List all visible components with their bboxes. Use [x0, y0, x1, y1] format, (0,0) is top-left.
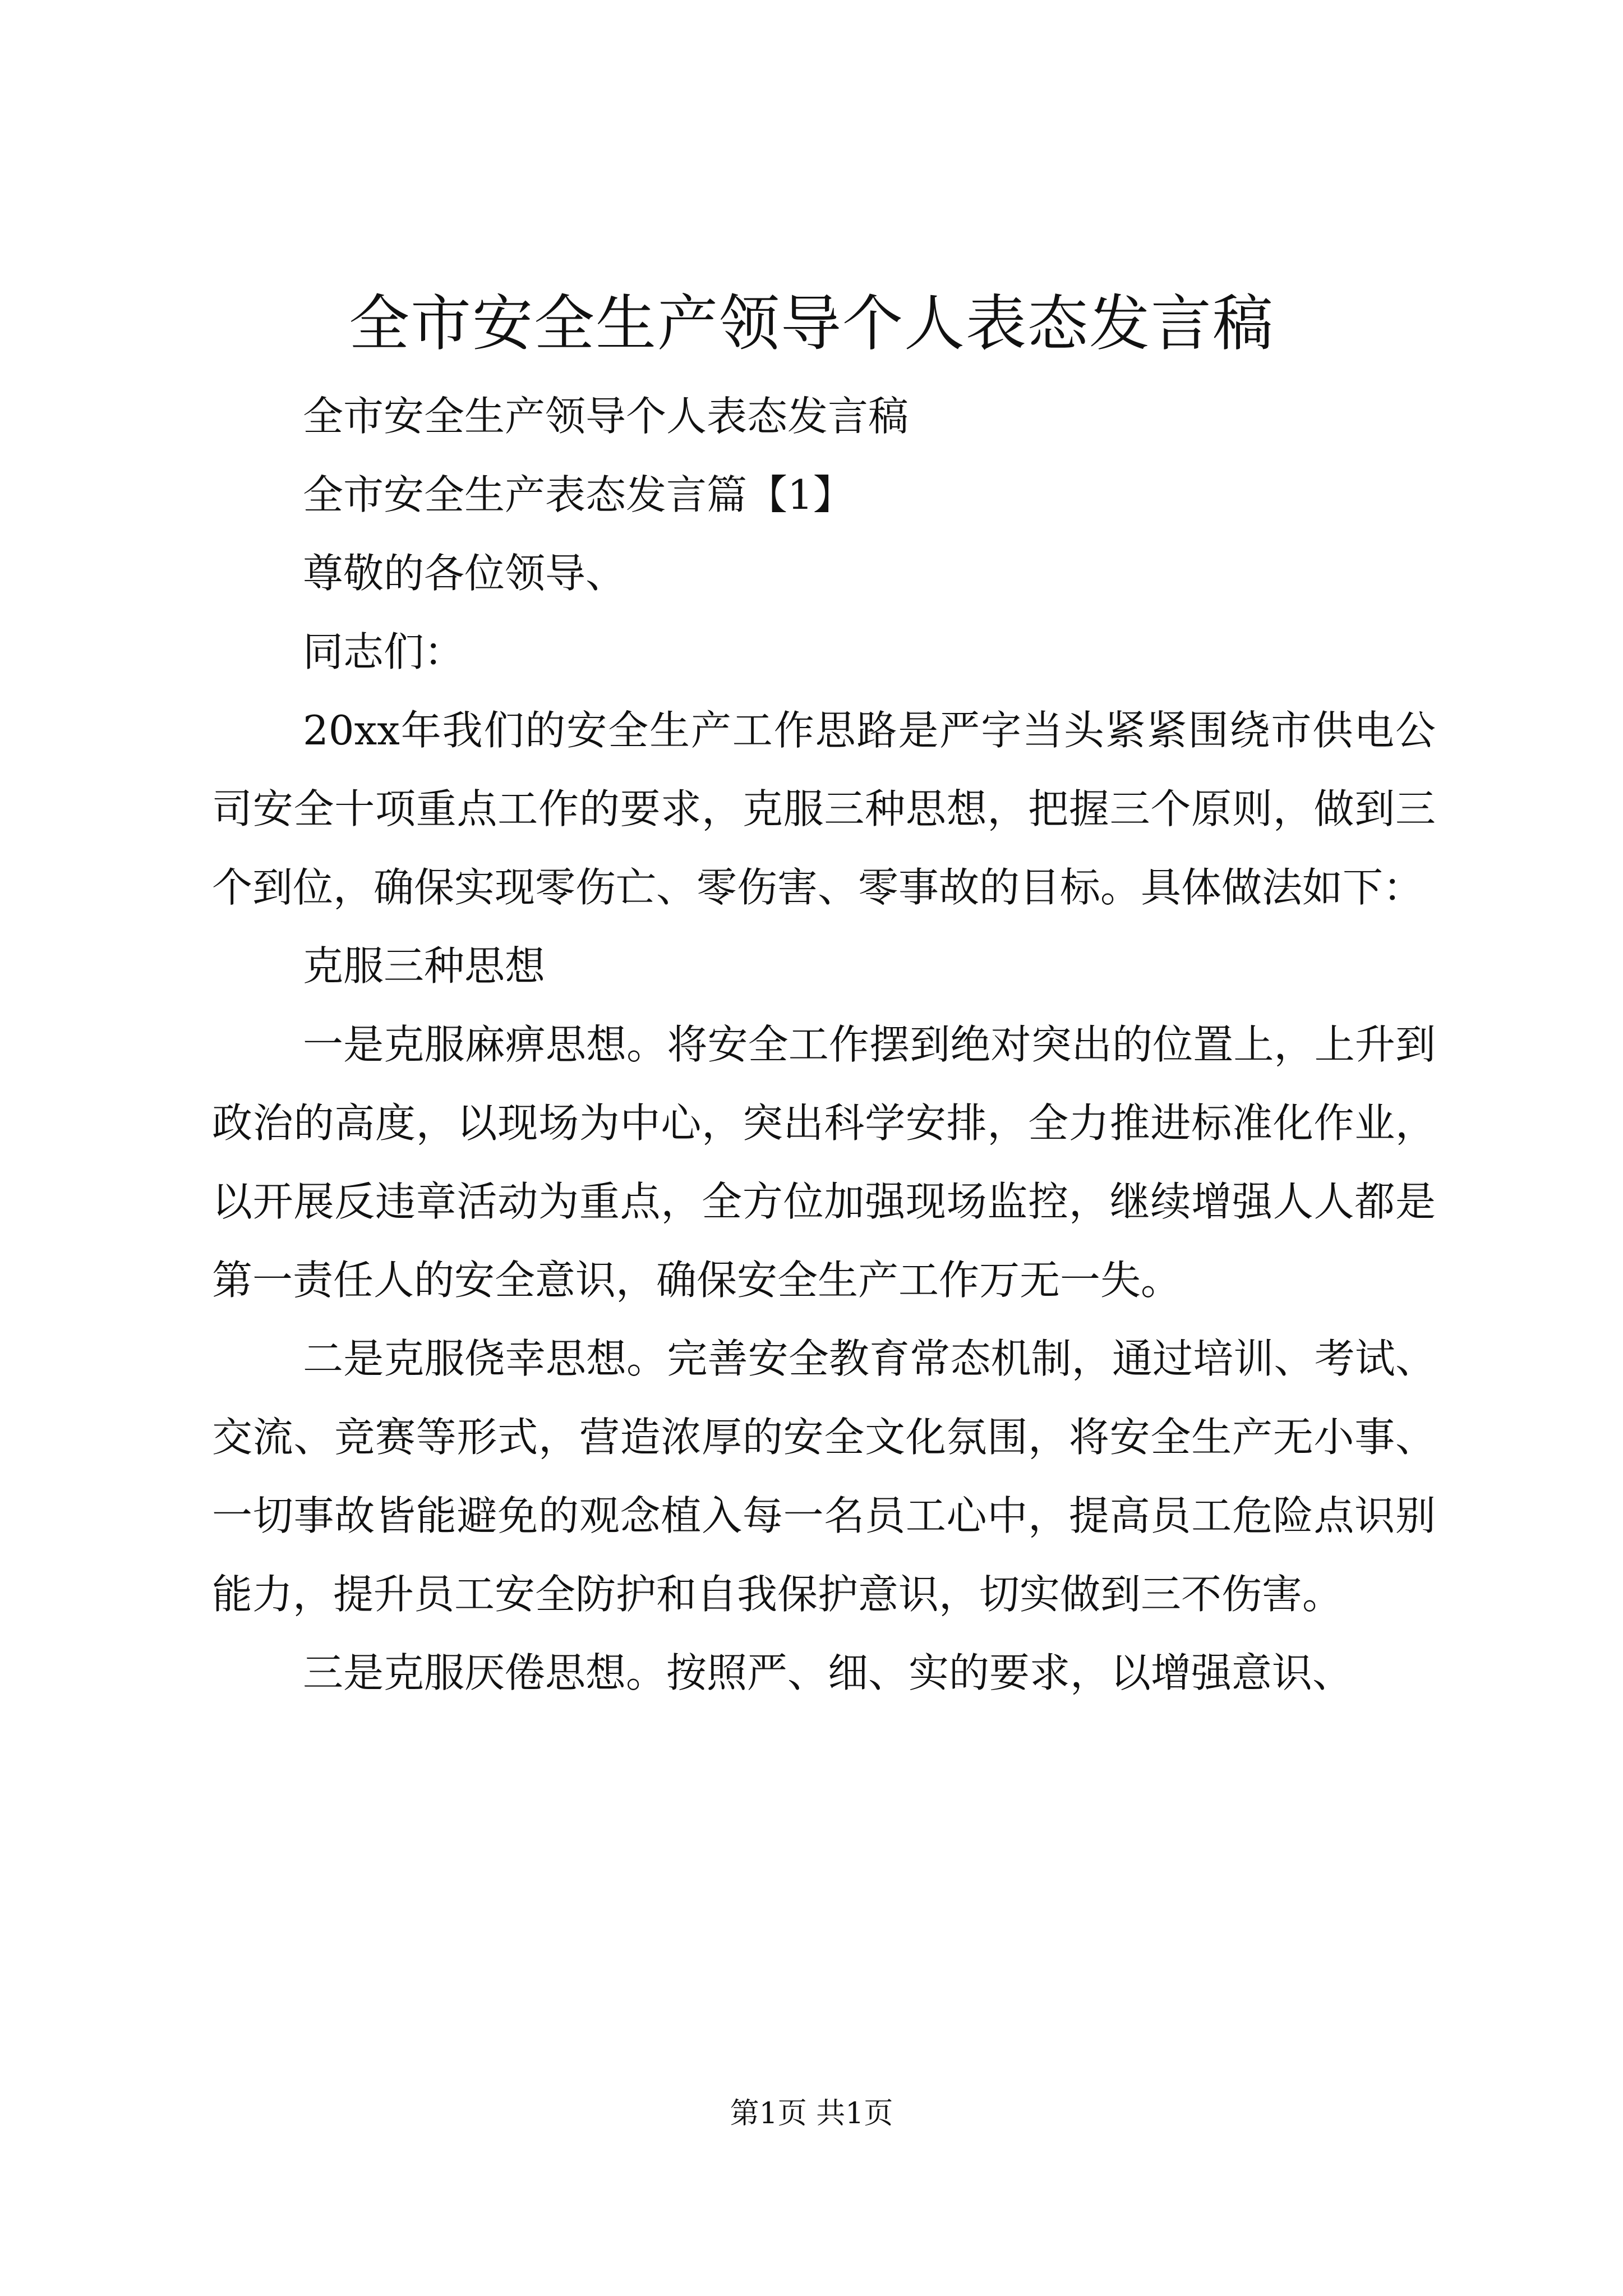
page-footer: 第1页 共1页 — [730, 2097, 893, 2131]
paragraph-heading-three-thoughts: 克服三种思想 — [303, 942, 546, 990]
document-body — [212, 377, 1436, 1712]
document-title: 全市安全生产领导个人表态发言稿 — [348, 289, 1274, 359]
paragraph-point-one: 一是克服麻痹思想。将安全工作摆到绝对突出的位置上，上升到政治的高度，以现场为中心，突出科学安排，全力推进标准化作业，以开展反违章活动为重点，全方位加强现场监控，继续增强人人都是第一责任人的安全意识，确保安全生产工作万无一失。 — [212, 1021, 1436, 1304]
paragraph-salutation-2: 同志们： — [303, 628, 465, 675]
paragraph-intro: 20xx年我们的安全生产工作思路是严字当头紧紧围绕市供电公司安全十项重点工作的要求，克服三种思想，把握三个原则，做到三个到位，确保实现零伤亡、零伤害、零事故的目标。具体做法如下： — [212, 707, 1436, 911]
paragraph-point-two: 二是克服侥幸思想。完善安全教育常态机制，通过培训、考试、交流、竞赛等形式，营造浓厚的安全文化氛围，将安全生产无小事、一切事故皆能避免的观念植入每一名员工心中，提高员工危险点识别能力，提升员工安全防护和自我保护意识，切实做到三不伤害。 — [212, 1335, 1436, 1618]
paragraph-subtitle: 全市安全生产领导个人表态发言稿 — [303, 393, 909, 440]
paragraph-section-heading: 全市安全生产表态发言篇【1】 — [303, 471, 854, 518]
paragraph-point-three: 三是克服厌倦思想。按照严、细、实的要求，以增强意识、 — [303, 1649, 1353, 1696]
paragraph-salutation: 尊敬的各位领导、 — [303, 550, 626, 597]
